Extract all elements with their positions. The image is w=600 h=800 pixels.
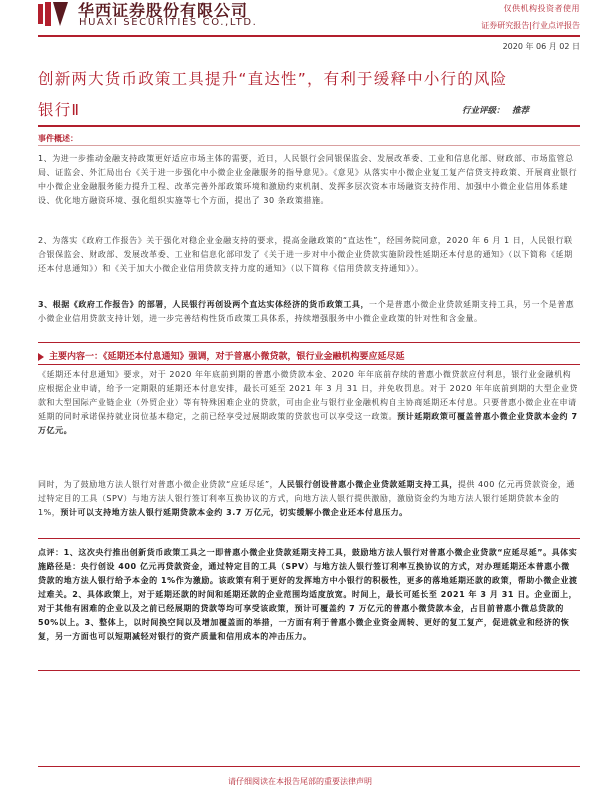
key-content-paragraph-1 [38, 368, 578, 438]
comment-paragraph: 点评：1、这次央行推出创新货币政策工具之一即普惠小微企业贷款延期支持工具，鼓励地方法人银行对普惠小微企业贷款“应延尽延”。具体实施路径是：央行创设 400 亿元再贷款资金，通过特定目的工具（SPV）与地方法人银行签订利率互换协议的方式，对办理延期还本普惠小微贷款的地方法人银行给予本金的 1%作为激励。该政策有利于更好的发挥地方中小银行的积极性，更多的落地延期还款的政策，帮助小微企业渡过难关。2、具体政策上，对于延期还款的时间和延期还款的企业范围均适度放宽。时间上，最长可延长至 2021 年 3 月 31 日。企业面上，对于其他有困难的企业以及之前已经展期的贷款等均可享受该政策，预计可覆盖约 7 万亿元的普惠小微贷款本金，占目前普惠小微总贷款的 50%以上。3、整体上，以时间换空间以及增加覆盖面的举措，一方面有利于普惠小微企业资金周转、更好的复工复产，促进就业和经济的恢复，另一方面也可以短期减轻对银行的资产质量和信用成本的冲击压力。 [38, 548, 578, 641]
company-name-en: HUAXI SECURITIES CO.,LTD. [79, 17, 258, 28]
header-divider [38, 35, 580, 37]
key-content-paragraph-2-text: 同时，为了鼓励地方法人银行对普惠小微企业贷款“应延尽延”， [38, 480, 279, 489]
legal-notice: 请仔细阅读在本报告尾部的重要法律声明 [228, 777, 372, 786]
comment-top-divider [38, 538, 580, 539]
event-paragraph-3-lead: 3、根据《政府工作报告》的部署，人民银行再创设两个直达实体经济的货币政策工具， [38, 300, 370, 309]
title-industry: 银行Ⅱ [38, 101, 81, 119]
huaxi-logo-icon [38, 2, 68, 26]
event-section-divider [38, 145, 580, 146]
event-paragraph-2: 2、为落实《政府工作报告》关于强化对稳企业金融支持的要求，提高金融政策的“直达性”，经国务院同意，2020 年 6 月 1 日，人民银行联合银保监会、财政部、发展改革委、工业和信息化部印发了《关于进一步对中小微企业贷款实施阶段性延期还本付息的通知》（以下简称《延期还本付息通知》）和《关于加大小微企业信用贷款支持力度的通知》（以下简称《信用贷款支持通知》）。 [38, 236, 573, 273]
footer-divider [38, 766, 580, 767]
key-content-top-divider [38, 342, 580, 343]
comment-bottom-divider [38, 670, 580, 671]
key-content-heading [38, 349, 405, 362]
title-main: 创新两大货币政策工具提升“直达性”，有利于缓释中小行的风险 [38, 70, 508, 88]
key-content-paragraph-1-highlight: 预计延期政策可覆盖普惠小微企业贷款本金约 7 万亿元。 [38, 412, 578, 435]
key-content-paragraph-2-highlight: 人民银行创设普惠小微企业贷款延期支持工具， [278, 480, 458, 489]
key-content-paragraph-2-rest: 提供 400 亿元再贷款资金，通过特定目的工具（SPV）与地方法人银行签订利率互换协议的方式，向地方法人银行提供激励，激励资金约为地方法人银行延期贷款本金的 1%， [38, 480, 575, 517]
event-paragraph-3-rest: 一个是普惠小微企业贷款延期支持工具，另一个是普惠小微企业信用贷款支持计划，进一步完善结构性货币政策工具体系，持续增强服务中小微企业政策的针对性和含金量。 [38, 300, 575, 323]
rating-value: 推荐 [512, 106, 530, 116]
report-breadcrumb: 证券研究报告|行业点评报告 [481, 21, 580, 30]
key-content-paragraph-2-highlight-2: 预计可以支持地方法人银行延期贷款本金约 3.7 万亿元，切实缓解小微企业还本付息压力。 [60, 508, 408, 517]
event-paragraph-3 [38, 298, 578, 326]
report-title [38, 64, 580, 126]
report-date: 2020 年 06 月 02 日 [502, 42, 580, 51]
key-content-heading-text: 主要内容一：《延期还本付息通知》强调，对于普惠小微贷款，银行业金融机构要应延尽延 [49, 352, 405, 362]
rating-label: 行业评级： [462, 106, 505, 116]
event-paragraph-1: 1、为进一步推动金融支持政策更好适应市场主体的需要，近日，人民银行会同银保监会、发展改革委、工业和信息化部、财政部、市场监管总局、证监会、外汇局出台《关于进一步强化中小微企业金融服务的指导意见》。《意见》从落实中小微企业复工复产信贷支持政策、开展商业银行中小微企业金融服务能力提升工程、改革完善外部政策环境和激励约束机制、发挥多层次资本市场融资支持作用、加强中小微企业信用体系建设、优化地方融资环境、强化组织实施等七个方面，提出了 30 条政策措施。 [38, 154, 578, 205]
key-content-paragraph-1-text: 《延期还本付息通知》要求，对于 2020 年年底前到期的普惠小微贷款本金、2020 年年底前存续的普惠小微贷款应付利息，银行业金融机构应根据企业申请，给予一定期限的延期还本付息安排，最长可延至 2021 年 3 月 31 日，并免收罚息。对于 2020 年年底前到期的大型企业贷款和大型国际产业链企业（外贸企业）等有特殊困难企业的贷款，可由企业与银行业金融机构自主协商延期还本付息。只要普惠小微企业在申请延期的同时承诺保持就业岗位基本稳定，之前已经享受过展期政策的贷款也可以享受这一政策。 [38, 370, 578, 421]
title-divider [38, 125, 580, 127]
triangle-bullet-icon [38, 353, 44, 361]
key-content-paragraph-2 [38, 478, 578, 520]
audience-tagline: 仅供机构投资者使用 [503, 4, 580, 13]
event-section-heading: 事件概述： [38, 134, 78, 143]
key-content-heading-divider [38, 364, 580, 365]
company-name-cn: 华西证券股份有限公司 [78, 1, 249, 20]
